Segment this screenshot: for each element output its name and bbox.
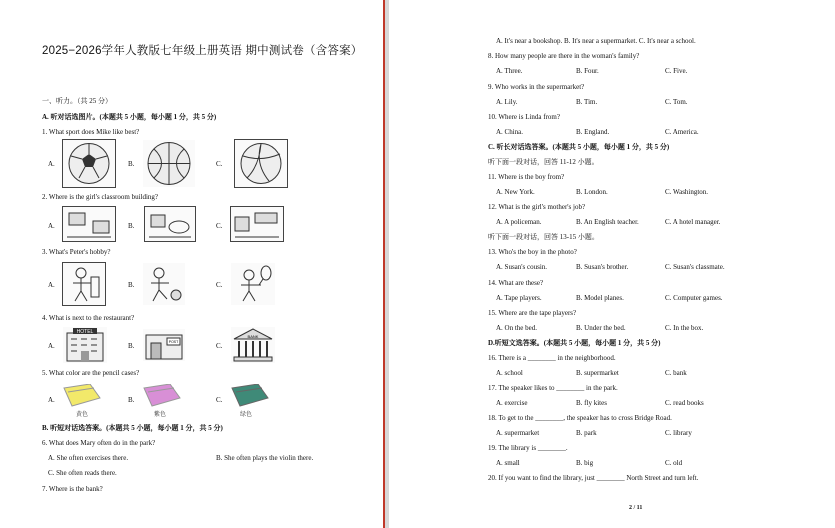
q9-option-b: B. Tim. bbox=[576, 98, 598, 106]
hotel-image bbox=[62, 326, 108, 364]
option-label: C. bbox=[216, 160, 223, 168]
q10-option-c: C. America. bbox=[665, 128, 699, 136]
yellow-pencil-case-image bbox=[62, 384, 102, 408]
question-13: 13. Who's the boy in the photo? bbox=[488, 248, 577, 256]
hobby-a-image bbox=[62, 262, 106, 306]
question-11: 11. Where is the boy from? bbox=[488, 173, 565, 181]
q15-option-b: B. Under the bed. bbox=[576, 324, 626, 332]
q6-option-b: B. She often plays the violin there. bbox=[216, 454, 314, 462]
svg-text:HOTEL: HOTEL bbox=[76, 329, 94, 335]
option-label: A. bbox=[48, 342, 55, 350]
part-d-heading: D.听短文选答案。(本题共 5 小题，每小题 1 分，共 5 分) bbox=[488, 339, 661, 347]
question-4: 4. What is next to the restaurant? bbox=[42, 314, 135, 322]
q10-option-a: A. China. bbox=[496, 128, 524, 136]
option-label: B. bbox=[128, 396, 135, 404]
q11-option-c: C. Washington. bbox=[665, 188, 709, 196]
page-2 bbox=[389, 0, 835, 528]
question-9: 9. Who works in the supermarket? bbox=[488, 83, 585, 91]
svg-text:BANK: BANK bbox=[247, 334, 259, 339]
q16-option-c: C. bank bbox=[665, 369, 687, 377]
bank-image bbox=[230, 326, 276, 364]
page-1 bbox=[0, 0, 383, 528]
building-map-b-image bbox=[144, 206, 196, 242]
svg-text:POST: POST bbox=[168, 340, 179, 344]
building-map-a-image bbox=[62, 206, 116, 242]
dialogue-1-intro: 听下面一段对话，回答 11-12 小题。 bbox=[488, 158, 599, 166]
green-pencil-case-image bbox=[230, 384, 270, 408]
q8-option-c: C. Five. bbox=[665, 67, 688, 75]
question-17: 17. The speaker likes to ________ in the park. bbox=[488, 384, 618, 392]
question-20: 20. If you want to find the library, just ________ North Street and turn left. bbox=[488, 474, 699, 482]
q8-option-b: B. Four. bbox=[576, 67, 599, 75]
q10-option-b: B. England. bbox=[576, 128, 610, 136]
q6-option-a: A. She often exercises there. bbox=[48, 454, 129, 462]
question-12: 12. What is the girl's mother's job? bbox=[488, 203, 586, 211]
section-listening: 一、听力。（共 25 分） bbox=[42, 97, 112, 105]
option-label: B. bbox=[128, 222, 135, 230]
q18-option-a: A. supermarket bbox=[496, 429, 540, 437]
part-c-heading: C. 听长对话选答案。(本题共 5 小题，每小题 1 分，共 5 分) bbox=[488, 143, 670, 151]
q18-option-b: B. park bbox=[576, 429, 597, 437]
soccer-ball-image bbox=[62, 139, 116, 188]
question-16: 16. There is a ________ in the neighborhood. bbox=[488, 354, 616, 362]
option-label: A. bbox=[48, 222, 55, 230]
option-label: C. bbox=[216, 396, 223, 404]
q16-option-a: A. school bbox=[496, 369, 523, 377]
q15-option-a: A. On the bed. bbox=[496, 324, 538, 332]
option-label: C. bbox=[216, 342, 223, 350]
option-label: C. bbox=[216, 281, 223, 289]
question-3: 3. What's Peter's hobby? bbox=[42, 248, 111, 256]
q11-option-b: B. London. bbox=[576, 188, 608, 196]
q9-option-a: A. Lily. bbox=[496, 98, 518, 106]
hobby-b-image bbox=[142, 262, 186, 306]
question-1: 1. What sport does Mike like best? bbox=[42, 128, 140, 136]
color-caption: 紫色 bbox=[154, 412, 167, 418]
q19-option-c: C. old bbox=[665, 459, 683, 467]
option-label: A. bbox=[48, 396, 55, 404]
q12-option-c: C. A hotel manager. bbox=[665, 218, 721, 226]
question-19: 19. The library is ________. bbox=[488, 444, 568, 452]
question-7: 7. Where is the bank? bbox=[42, 485, 103, 493]
question-10: 10. Where is Linda from? bbox=[488, 113, 560, 121]
volleyball-image bbox=[234, 139, 288, 188]
q19-option-b: B. big bbox=[576, 459, 594, 467]
option-label: B. bbox=[128, 160, 135, 168]
q14-option-c: C. Computer games. bbox=[665, 294, 723, 302]
question-5: 5. What color are the pencil cases? bbox=[42, 369, 140, 377]
q17-option-c: C. read books bbox=[665, 399, 704, 407]
q11-option-a: A. New York. bbox=[496, 188, 535, 196]
color-caption: 黄色 bbox=[76, 412, 89, 418]
q14-option-b: B. Model planes. bbox=[576, 294, 624, 302]
q14-option-a: A. Tape players. bbox=[496, 294, 542, 302]
q13-option-a: A. Susan's cousin. bbox=[496, 263, 548, 271]
q19-option-a: A. small bbox=[496, 459, 520, 467]
q6-option-c: C. She often reads there. bbox=[48, 469, 117, 477]
doc-title: 2025−2026学年人教版七年级上册英语 期中测试卷（含答案） bbox=[42, 45, 363, 57]
question-2: 2. Where is the girl's classroom building? bbox=[42, 193, 159, 201]
question-14: 14. What are these? bbox=[488, 279, 544, 287]
option-label: C. bbox=[216, 222, 223, 230]
option-label: A. bbox=[48, 281, 55, 289]
basketball-image bbox=[142, 139, 196, 188]
building-map-c-image bbox=[230, 206, 284, 242]
question-18: 18. To get to the ________, the speaker has to cross Bridge Road. bbox=[488, 414, 672, 422]
hobby-c-image bbox=[230, 262, 276, 306]
q17-option-a: A. exercise bbox=[496, 399, 528, 407]
color-caption: 绿色 bbox=[240, 412, 253, 418]
question-15: 15. Where are the tape players? bbox=[488, 309, 577, 317]
q9-option-c: C. Tom. bbox=[665, 98, 688, 106]
q15-option-c: C. In the box. bbox=[665, 324, 704, 332]
dialogue-2-intro: 听下面一段对话，回答 13-15 小题。 bbox=[488, 233, 599, 241]
q12-option-a: A. A policeman. bbox=[496, 218, 542, 226]
option-label: B. bbox=[128, 342, 135, 350]
part-a-heading: A. 听对话选图片。(本题共 5 小题，每小题 1 分，共 5 分) bbox=[42, 113, 217, 121]
q17-option-b: B. fly kites bbox=[576, 399, 607, 407]
q12-option-b: B. An English teacher. bbox=[576, 218, 639, 226]
q13-option-b: B. Susan's brother. bbox=[576, 263, 629, 271]
q8-option-a: A. Three. bbox=[496, 67, 523, 75]
option-label: B. bbox=[128, 281, 135, 289]
post-office-image bbox=[142, 328, 186, 362]
q13-option-c: C. Susan's classmate. bbox=[665, 263, 725, 271]
q16-option-b: B. supermarket bbox=[576, 369, 619, 377]
page-number: 2 / 11 bbox=[629, 505, 643, 511]
question-8: 8. How many people are there in the woman's family? bbox=[488, 52, 640, 60]
part-b-heading: B. 听短对话选答案。(本题共 5 小题，每小题 1 分，共 5 分) bbox=[42, 424, 223, 432]
question-6: 6. What does Mary often do in the park? bbox=[42, 439, 156, 447]
q7-options: A. It's near a bookshop. B. It's near a supermarket. C. It's near a school. bbox=[496, 37, 696, 45]
purple-pencil-case-image bbox=[142, 384, 182, 408]
option-label: A. bbox=[48, 160, 55, 168]
q18-option-c: C. library bbox=[665, 429, 692, 437]
